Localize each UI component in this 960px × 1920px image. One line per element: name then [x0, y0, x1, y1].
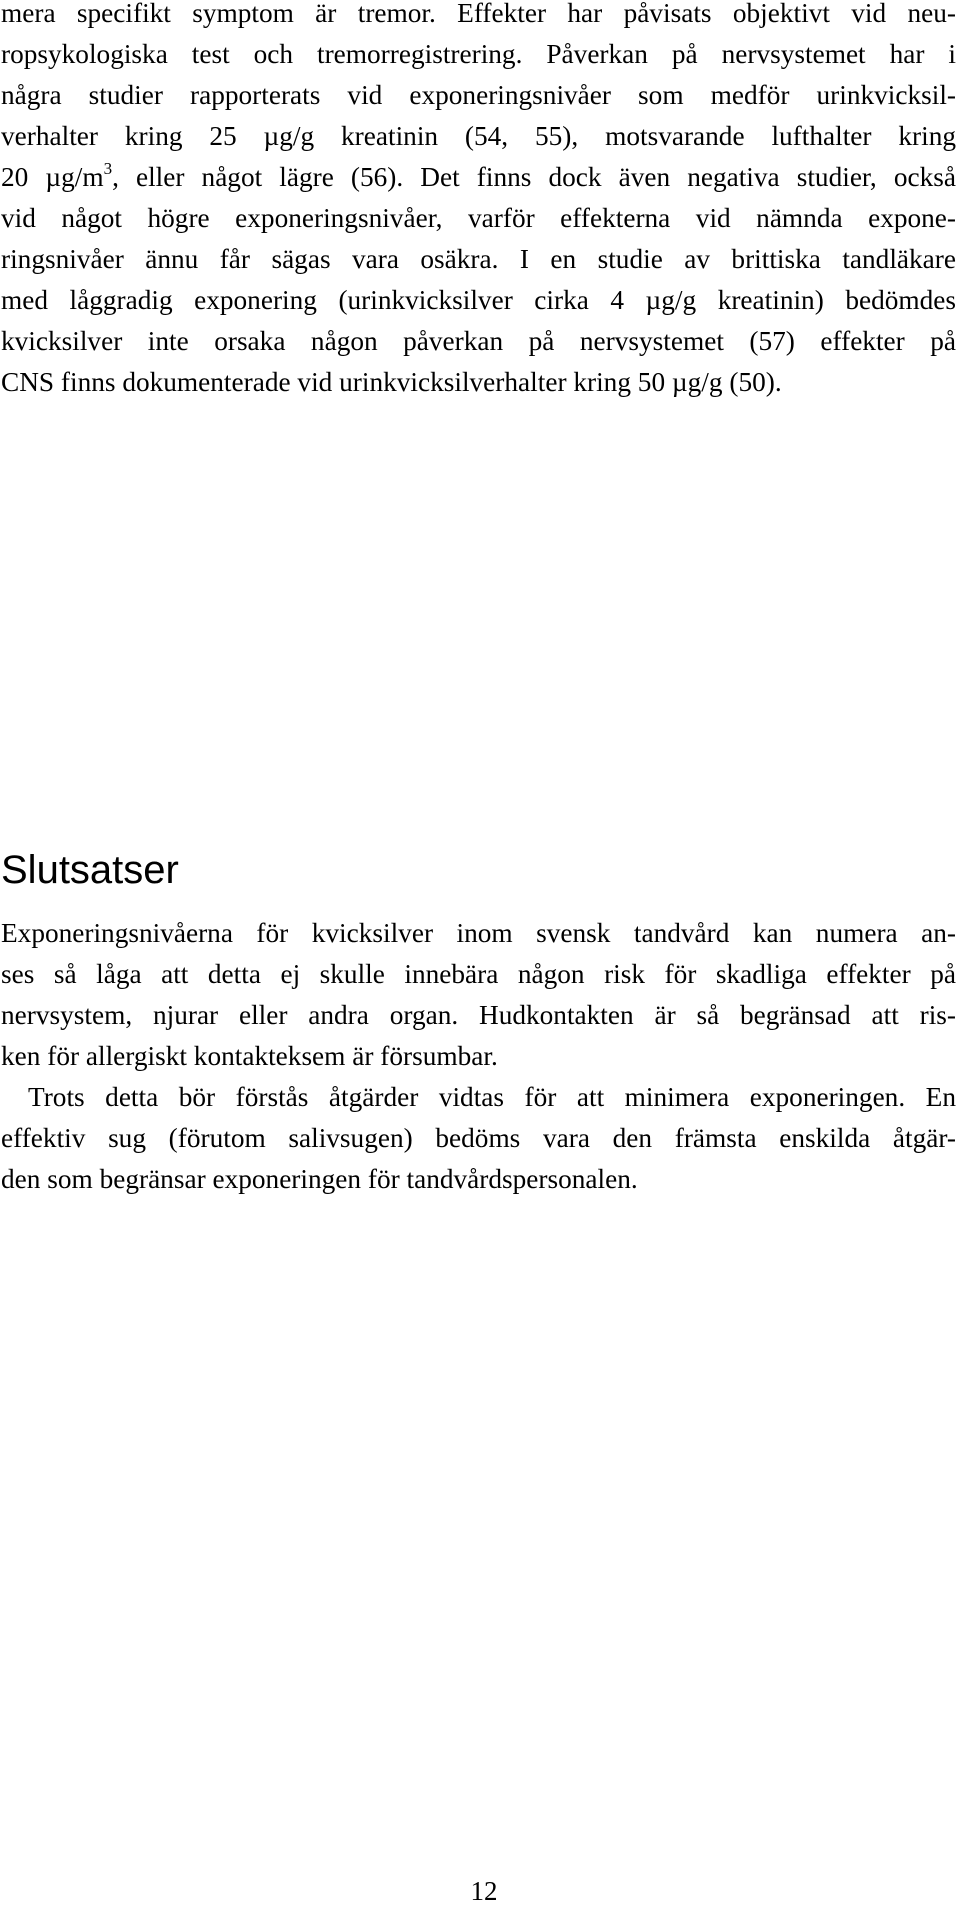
text-line: ses så låga att detta ej skulle innebära någon risk för skadliga effekter på: [1, 959, 956, 989]
text-line: mera specifikt symptom är tremor. Effekter har påvisats objektivt vid neu-: [1, 0, 956, 28]
superscript-exponent: 3: [103, 159, 113, 178]
text-line: den som begränsar exponeringen för tandvårdspersonalen.: [1, 1164, 638, 1194]
text-line: effektiv sug (förutom salivsugen) bedöms vara den främsta enskilda åtgär-: [1, 1123, 956, 1153]
text-line: Trots detta bör förstås åtgärder vidtas för att minimera exponeringen. En: [28, 1082, 956, 1112]
text-line: Exponeringsnivåerna för kvicksilver inom svensk tandvård kan numera an-: [1, 918, 956, 948]
text-line: verhalter kring 25 µg/g kreatinin (54, 55), motsvarande lufthalter kring: [1, 121, 956, 151]
text-line: vid något högre exponeringsnivåer, varför effekterna vid nämnda expone-: [1, 203, 956, 233]
text-line: ringsnivåer ännu får sägas vara osäkra. I en studie av brittiska tandläkare: [1, 244, 956, 274]
text-line: kvicksilver inte orsaka någon påverkan på nervsystemet (57) effekter på: [1, 326, 956, 356]
text-segment: 20 µg/m: [1, 162, 104, 192]
text-line: nervsystem, njurar eller andra organ. Hudkontakten är så begränsad att ris-: [1, 1000, 956, 1030]
text-line: ropsykologiska test och tremorregistrering. Påverkan på nervsystemet har i: [1, 39, 956, 69]
text-line-with-superscript: [1, 157, 956, 197]
text-line: CNS finns dokumenterade vid urinkvicksilverhalter kring 50 µg/g (50).: [1, 367, 782, 397]
text-segment: , eller något lägre (56). Det finns dock även negativa studier, också: [112, 162, 956, 192]
text-line: med låggradig exponering (urinkvicksilver cirka 4 µg/g kreatinin) bedömdes: [1, 285, 956, 315]
text-line: några studier rapporterats vid exponeringsnivåer som medför urinkvicksil-: [1, 80, 956, 110]
text-line: ken för allergiskt kontakteksem är försumbar.: [1, 1041, 498, 1071]
page-number: 12: [470, 1876, 498, 1906]
section-heading: Slutsatser: [1, 848, 179, 892]
